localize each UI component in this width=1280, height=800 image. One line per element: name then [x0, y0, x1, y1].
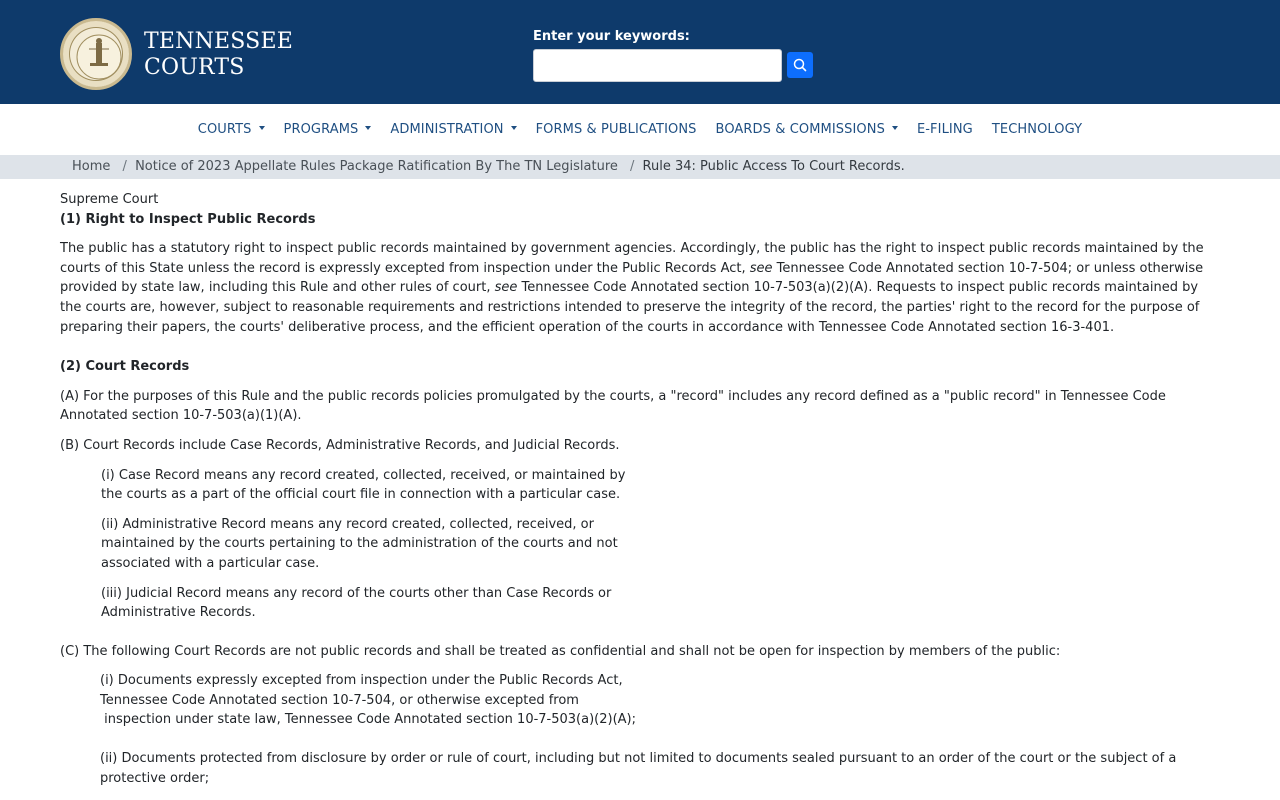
court-name: Supreme Court: [60, 192, 159, 207]
search-input[interactable]: [533, 49, 782, 82]
paragraph-2b: (B) Court Records include Case Records, Administrative Records, and Judicial Records.: [60, 437, 620, 453]
caret-down-icon: [892, 126, 898, 130]
text-line: Tennessee Code Annotated section 10-7-504, or otherwise excepted from: [100, 692, 579, 708]
italic-see: see: [494, 280, 518, 296]
seal-icon[interactable]: [60, 18, 132, 90]
nav-label: BOARDS & COMMISSIONS: [715, 121, 885, 137]
breadcrumb-current: Rule 34: Public Access To Court Records.: [642, 159, 905, 174]
subparagraph-list-2b: [60, 466, 1220, 623]
caret-down-icon: [365, 126, 371, 130]
nav-item-courts[interactable]: [188, 122, 274, 137]
text-run: The public has a statutory right to inspect public records maintained by government agencies. Accordingly, the public has the right to inspect public records maintained by the courts of this State unless the record is expressly excepted from inspection under the Public Records Act,: [60, 241, 1204, 276]
paragraph-2c-i: [100, 671, 1220, 730]
breadcrumb: [0, 155, 1280, 179]
keywords-label: Enter your keywords:: [533, 29, 690, 44]
nav-item-technology[interactable]: [982, 122, 1091, 137]
breadcrumb-separator: /: [122, 159, 127, 174]
text-line: inspection under state law, Tennessee Code Annotated section 10-7-503(a)(2)(A);: [100, 712, 636, 728]
paragraph-2b-i: (i) Case Record means any record created, collected, received, or maintained by the courts as a part of the official court file in connection with a particular case.: [101, 467, 626, 503]
caret-down-icon: [259, 126, 265, 130]
paragraph-2a: (A) For the purposes of this Rule and the public records policies promulgated by the courts, a "record" includes any record defined as a "public record" in Tennessee Code Annotated section 10-7-503(a)(1)(A).: [60, 388, 1166, 424]
nav-item-e-filing[interactable]: [907, 122, 982, 137]
seal-graphic: [63, 21, 135, 93]
text-run: Tennessee Code Annotated section 10-7-504; or unless otherwise provided by state law, including this Rule and other rules of court,: [60, 260, 1204, 296]
nav-item-boards-commissions[interactable]: [706, 122, 907, 137]
text-run: Tennessee Code Annotated section 10-7-503(a)(2)(A). Requests to inspect public records maintained by the courts are, however, subject to reasonable requirements and restrictions intended to preserve the integrity of the record, the parties' right to the record for the purpose of preparing their papers, the courts' deliberative process, and the efficient operation of the courts in accordance with Tennessee Code Annotated section 16-3-401.: [60, 280, 1200, 335]
section-1-title: (1) Right to Inspect Public Records: [60, 211, 316, 227]
nav-label: ADMINISTRATION: [390, 121, 504, 137]
nav-label: PROGRAMS: [283, 121, 359, 137]
nav-item-forms-publications[interactable]: [526, 122, 706, 137]
brand-line-2: COURTS: [144, 55, 245, 80]
section-2-title: (2) Court Records: [60, 359, 190, 375]
nav-label: TECHNOLOGY: [991, 121, 1083, 137]
nav-label: FORMS & PUBLICATIONS: [535, 121, 697, 137]
search-button[interactable]: [787, 52, 813, 78]
nav-item-programs[interactable]: [274, 122, 381, 137]
breadcrumb-parent[interactable]: Notice of 2023 Appellate Rules Package Ratification By The TN Legislature: [135, 159, 618, 174]
nav-label: COURTS: [197, 121, 252, 137]
site-header: [0, 0, 1280, 104]
main-nav: [0, 104, 1280, 154]
nav-label: E-FILING: [916, 121, 973, 137]
paragraph-2b-iii: (iii) Judicial Record means any record of the courts other than Case Records or Administrative Records.: [101, 585, 612, 621]
breadcrumb-separator: /: [630, 159, 635, 174]
paragraph-2c-ii: (ii) Documents protected from disclosure by order or rule of court, including but not limited to documents sealed pursuant to an order of the court or the subject of a protective order;: [100, 751, 1177, 786]
text-line: (i) Documents expressly excepted from inspection under the Public Records Act,: [100, 673, 623, 689]
breadcrumb-home[interactable]: Home: [72, 159, 111, 174]
paragraph-2c: (C) The following Court Records are not public records and shall be treated as confidential and shall not be open for inspection by members of the public:: [60, 643, 1061, 659]
brand-line-1: TENNESSEE: [144, 29, 293, 54]
nav-item-administration[interactable]: [381, 122, 526, 137]
site-logo-text[interactable]: [144, 29, 293, 81]
paragraph-2b-ii: (ii) Administrative Record means any record created, collected, received, or maintained by the courts pertaining to the administration of the courts and not associated with a particular case.: [101, 516, 618, 571]
italic-see: see: [749, 260, 773, 276]
subparagraph-list-2c: [60, 671, 1220, 788]
search-icon: [787, 52, 813, 78]
rule-content: [60, 190, 1220, 798]
caret-down-icon: [511, 126, 517, 130]
section-1-paragraph: [60, 239, 1220, 337]
